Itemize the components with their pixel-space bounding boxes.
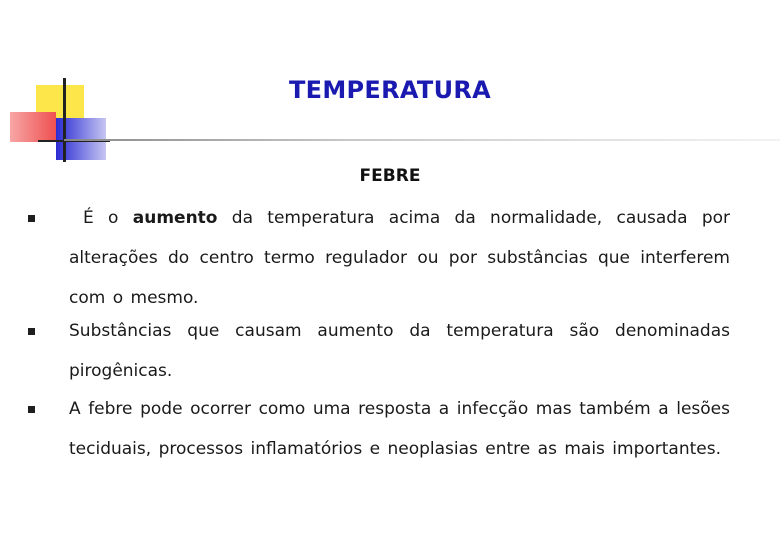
bullet-text-2: Substâncias que causam aumento da temperatura são denominadas pirogênicas.	[69, 321, 730, 381]
bullet-marker	[28, 328, 35, 335]
logo-vertical-line	[63, 78, 66, 162]
bullet-text-1	[69, 198, 730, 318]
bullet-1-pre: É o	[83, 208, 133, 228]
bullet-marker	[28, 215, 35, 222]
bullet-text-3: A febre pode ocorrer como uma resposta a infecção mas também a lesões teciduais, processos inflamatórios e neoplasias entre as mais importantes.	[69, 399, 730, 459]
bullet-1-bold: aumento	[132, 208, 218, 228]
title-divider	[64, 139, 780, 141]
bullet-marker	[28, 406, 35, 413]
logo-red-square	[10, 112, 56, 142]
slide-title: TEMPERATURA	[288, 76, 492, 104]
slide-subtitle: FEBRE	[359, 166, 421, 186]
bullet-1-post: da temperatura acima da normalidade, causada por alterações do centro termo regulador ou por substâncias que interferem com o mesmo.	[69, 208, 730, 308]
